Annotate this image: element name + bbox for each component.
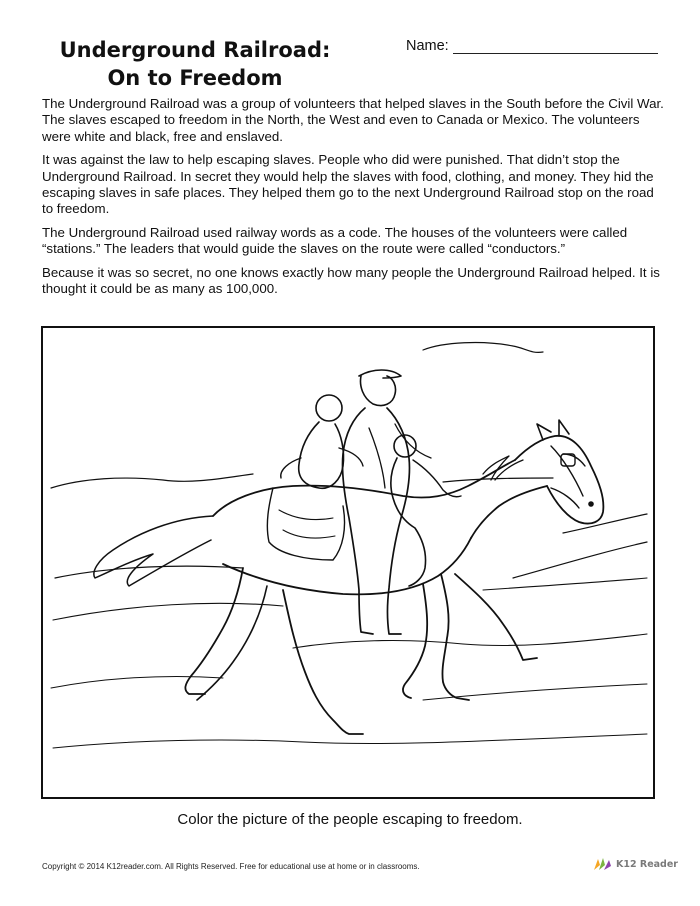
worksheet-title <box>40 36 350 92</box>
name-label: Name: <box>406 38 449 54</box>
title-line-1: Underground Railroad: <box>59 38 331 62</box>
paragraph-1: The Underground Railroad was a group of volunteers that helped slaves in the South before the Civil War. The slaves escaped to freedom in the North, the West and even to Canada or Mexico. The volunteers were white and black, free and enslaved. <box>42 96 664 144</box>
logo-text: K12 Reader <box>616 858 678 870</box>
horse-riders-coloring-illustration <box>43 328 653 797</box>
coloring-instruction: Color the picture of the people escaping to freedom. <box>177 811 523 828</box>
reading-passage <box>42 96 664 304</box>
paragraph-3: The Underground Railroad used railway words as a code. The houses of the volunteers were called “stations.” The leaders that would guide the slaves on the route were called “conductors.” <box>42 224 628 257</box>
title-line-2: On to Freedom <box>107 66 283 90</box>
paragraph-4: Because it was so secret, no one knows exactly how many people the Underground Railroad helped. It is thought it could be as many as 100,000. <box>42 264 660 297</box>
copyright-notice: Copyright © 2014 K12reader.com. All Rights Reserved. Free for educational use at home or in classrooms. <box>42 862 420 871</box>
coloring-picture-frame <box>41 326 655 799</box>
name-field[interactable] <box>406 38 658 54</box>
paragraph-2: It was against the law to help escaping slaves. People who did were punished. That didn’t stop the Underground Railroad. In secret they would help the slaves with food, clothing, and money. They hid the escaping slaves in safe places. They helped them go to the next Underground Railroad stop on the road to freedom. <box>42 152 654 217</box>
k12-reader-logo-icon <box>592 857 614 871</box>
name-blank-line[interactable] <box>453 39 658 54</box>
k12-reader-logo <box>592 857 678 871</box>
